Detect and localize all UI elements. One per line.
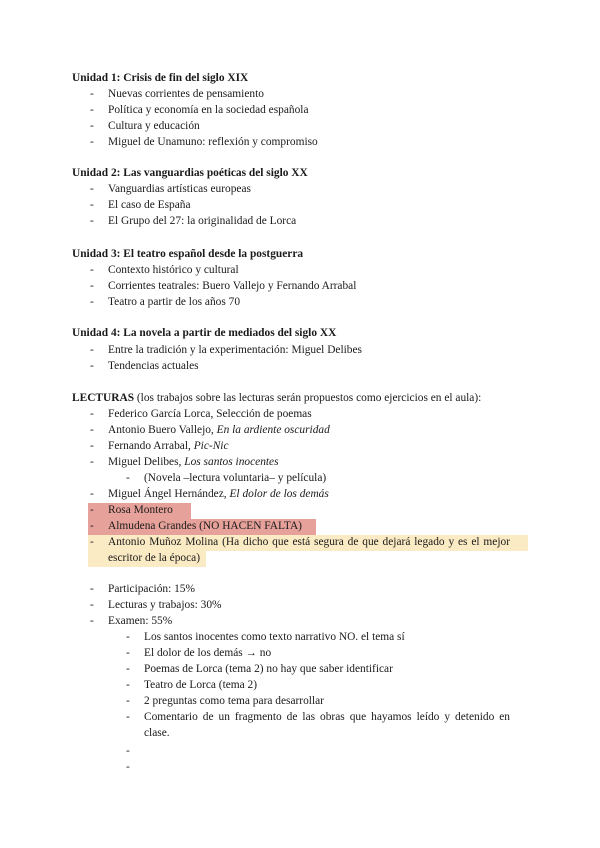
unit-2-title: Unidad 2: Las vanguardias poéticas del siglo XX <box>72 167 308 179</box>
unit-4-title: Unidad 4: La novela a partir de mediados del siglo XX <box>72 327 337 339</box>
document-page: Unidad 1: Crisis de fin del siglo XIX - Nuevas corrientes de pensamiento - Política y economía en la sociedad española - Cultura y educación - Miguel de Unamuno: reflexión y compromiso Unidad 2: Las vanguardias poéticas del siglo XX - Vanguardias artísticas europeas - El caso de España - El Grupo del 27: la originalidad de Lorca Unidad 3: El teatro español desde la postguerra - Contexto histórico y cultural - Corrientes teatrales: Buero Vallejo y Fernando Arrabal - Teatro a partir de los años 70 Unidad 4: La novela a partir de mediados del siglo XX - Entre la tradición y la experimentación: Miguel Delibes - Tendencias actuales LECTURAS (los trabajos sobre las lecturas serán propuestos como ejercicios en el aula): - Federico García Lorca, Selección de poemas - Antonio Buero Vallejo, En la ardiente oscuridad - Fernando Arrabal, Pic-Nic - Miguel Delibes, Los santos inocentes - (Novela –lectura voluntaria– y película) - Miguel Ángel Hernández, El dolor de los demás - Rosa Montero - Almudena Grandes (NO HACEN FALTA) - Antonio Muñoz Molina (Ha dicho que está segura de que dejará legado y es el mejor escritor de la época) - Participación: 15% - Lecturas y trabajos: 30% - Examen: 55% - Los santos inocentes como texto narrativo NO. el tema sí - El dolor de los demás → no - Poemas de Lorca (tema 2) no hay que saber identificar - Teatro de Lorca (tema 2) - 2 preguntas como tema para desarrollar - Comentario de un fragmento de las obras que hayamos leído y detenido en clase. - - <box>0 0 600 848</box>
lecturas-heading <box>72 391 481 407</box>
lecturas-note: (los trabajos sobre las lecturas serán propuestos como ejercicios en el aula): <box>134 392 482 404</box>
unit-1-title: Unidad 1: Crisis de fin del siglo XIX <box>72 72 249 84</box>
lecturas-label: LECTURAS <box>72 392 135 404</box>
unit-3-title: Unidad 3: El teatro español desde la postguerra <box>72 248 304 260</box>
